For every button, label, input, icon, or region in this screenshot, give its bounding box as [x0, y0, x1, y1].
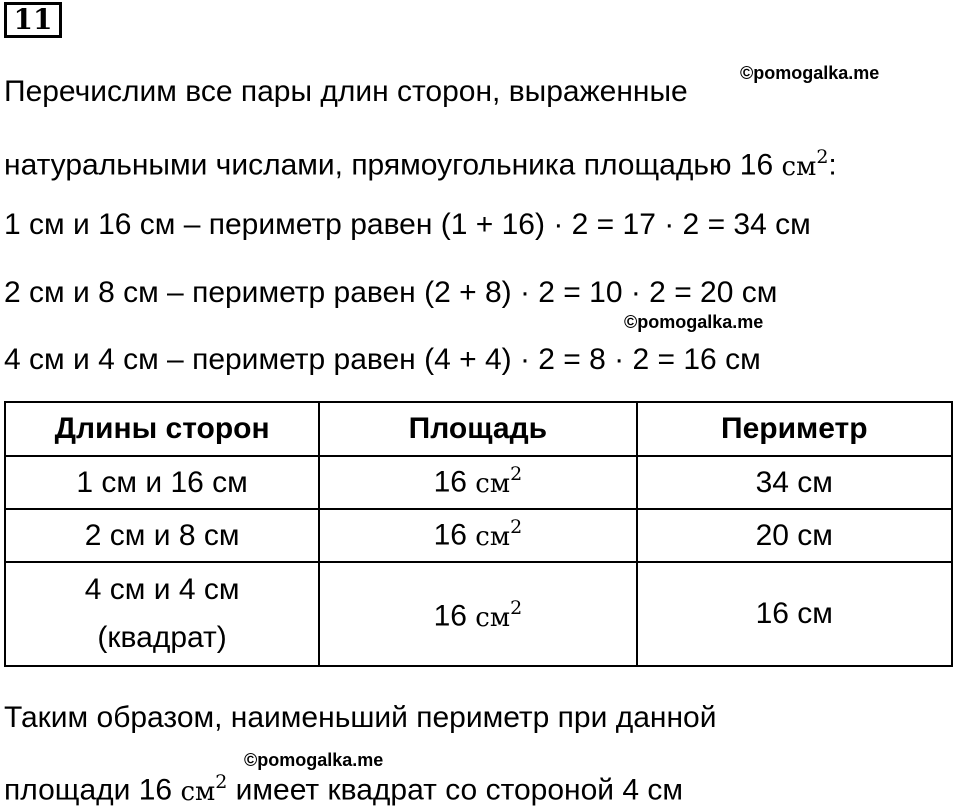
cell-area-exponent: 2 — [510, 463, 523, 486]
conclusion-area-unit-text: см — [180, 776, 216, 807]
cell-area-value: 16 — [433, 518, 476, 552]
conclusion-area-exponent: 2 — [215, 771, 228, 793]
intro-line-2 — [4, 141, 837, 185]
cell-area-exponent: 2 — [510, 516, 523, 539]
cell-area-unit — [475, 597, 523, 633]
cell-area-exponent: 2 — [510, 597, 523, 620]
watermark: ©pomogalka.me — [740, 63, 880, 83]
conclusion-area-unit — [180, 771, 228, 807]
table-row — [5, 456, 952, 509]
cell-area — [319, 456, 636, 509]
header-sides: Длины сторон — [5, 402, 319, 456]
area-unit-text: см — [781, 151, 817, 182]
cell-perimeter: 34 см — [637, 456, 952, 509]
intro-line-1: Перечислим все пары длин сторон, выраженные — [4, 75, 688, 108]
cell-perimeter: 20 см — [637, 509, 952, 562]
conclusion-line-1: Таким образом, наименьший периметр при данной — [4, 701, 717, 734]
watermark: ©pomogalka.me — [244, 750, 384, 770]
conclusion-line-2-start: площади 16 — [4, 773, 181, 807]
cell-sides: 2 см и 8 см — [5, 509, 319, 562]
intro-line-2-end: : — [828, 148, 837, 182]
cell-area-unit-text: см — [475, 468, 511, 499]
cell-area-unit-text: см — [475, 521, 511, 552]
conclusion-line-2-end: имеет квадрат со стороной 4 см — [227, 773, 684, 807]
cell-sides-text: 4 см и 4 см — [84, 573, 240, 606]
table-header-row — [5, 402, 952, 456]
table-row — [5, 562, 952, 666]
cell-area-unit — [475, 516, 523, 552]
cell-sides — [5, 562, 319, 666]
table-row — [5, 509, 952, 562]
cell-area — [319, 562, 636, 666]
cell-area-unit-text: см — [475, 602, 511, 633]
area-unit — [781, 146, 829, 182]
cell-sides: 1 см и 16 см — [5, 456, 319, 509]
pair-line-2: 2 см и 8 см – периметр равен (2 + 8) · 2 = 10 · 2 = 20 см — [4, 276, 778, 309]
header-perimeter: Периметр — [637, 402, 952, 456]
cell-area — [319, 509, 636, 562]
task-number-box: 11 — [4, 2, 62, 38]
summary-table — [4, 401, 953, 667]
cell-area-unit — [475, 463, 523, 499]
conclusion-line-2 — [4, 766, 683, 810]
cell-area-value: 16 — [433, 599, 476, 633]
cell-area-value: 16 — [433, 465, 476, 499]
pair-line-3: 4 см и 4 см – периметр равен (4 + 4) · 2 = 8 · 2 = 16 см — [4, 343, 761, 376]
area-unit-exponent: 2 — [816, 146, 829, 168]
pair-line-1: 1 см и 16 см – периметр равен (1 + 16) · 2 = 17 · 2 = 34 см — [4, 208, 811, 241]
header-area: Площадь — [319, 402, 636, 456]
watermark: ©pomogalka.me — [624, 312, 764, 332]
cell-perimeter: 16 см — [637, 562, 952, 666]
intro-line-2-text: натуральными числами, прямоугольника площадью 16 — [4, 148, 782, 182]
cell-sides-note: (квадрат) — [97, 621, 227, 654]
